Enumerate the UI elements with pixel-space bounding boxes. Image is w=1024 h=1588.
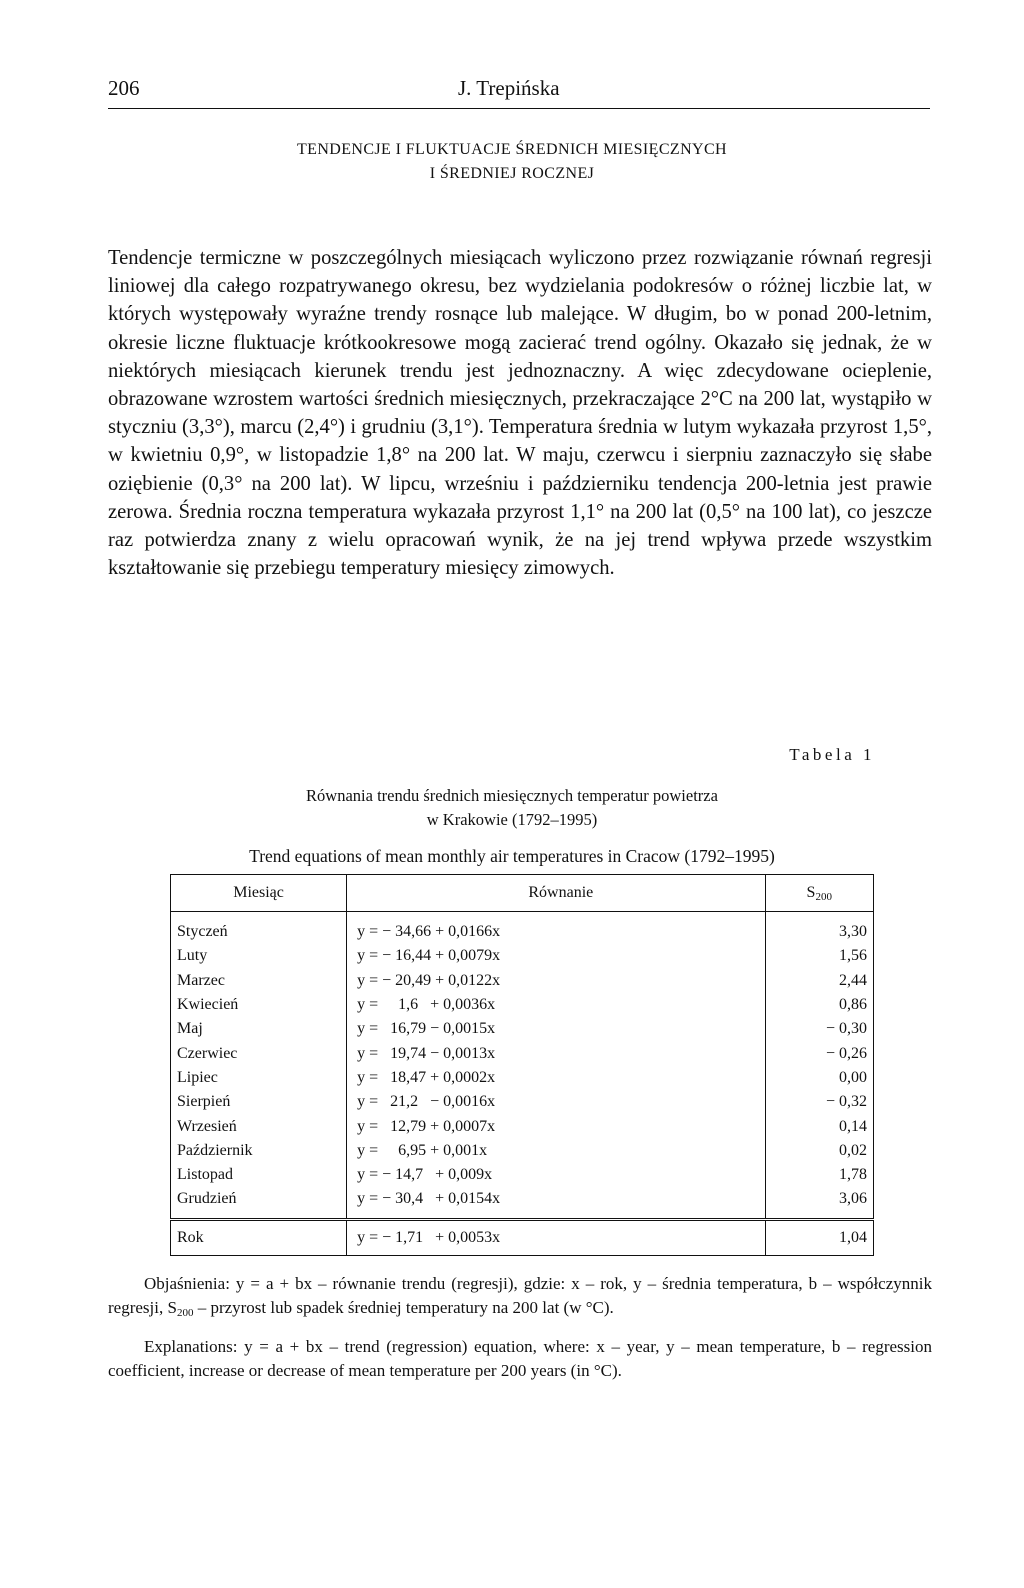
section-title-line-2: I ŚREDNIEJ ROCZNEJ <box>429 165 595 182</box>
running-head-author: J. Trepińska <box>458 76 560 100</box>
cell-s200: 0,02 <box>765 1139 873 1163</box>
table-row <box>171 993 874 1017</box>
cell-month: Lipiec <box>171 1066 347 1090</box>
notes-english: Explanations: y = a + bx – trend (regression) equation, where: x – year, y – mean temperature, b – regression coefficient, increase or decrease of mean temperature per 200 years (in °C). <box>108 1337 932 1380</box>
table-caption-pl-line-1: Równania trendu średnich miesięcznych temperatur powietrza <box>306 786 718 805</box>
cell-equation: y = − 14,7 + 0,009x <box>347 1163 765 1187</box>
cell-month: Sierpień <box>171 1090 347 1114</box>
section-title-line-1: TENDENCJE I FLUKTUACJE ŚREDNICH MIESIĘCZNYCH <box>296 141 728 158</box>
table-row <box>171 1017 874 1041</box>
cell-s200: − 0,32 <box>765 1090 873 1114</box>
cell-equation: y = 1,6 + 0,0036x <box>347 993 765 1017</box>
cell-equation: y = 12,79 + 0,0007x <box>347 1114 765 1138</box>
table-row <box>171 1139 874 1163</box>
cell-equation: y = 16,79 − 0,0015x <box>347 1017 765 1041</box>
cell-s200: 3,30 <box>765 912 873 945</box>
cell-equation: y = 19,74 − 0,0013x <box>347 1041 765 1065</box>
notes-pl-text-end: – przyrost lub spadek średniej temperatury na 200 lat (w °C). <box>193 1298 614 1317</box>
cell-s200: 1,78 <box>765 1163 873 1187</box>
header-s-subscript: 200 <box>815 890 832 903</box>
body-paragraph: Tendencje termiczne w poszczególnych miesiącach wyliczono przez rozwiązanie równań regresji liniowej dla całego rozpatrywanego okresu, bez wydzielania podokresów o różnej liczbie lat, w których występowały wyraźne trendy rosnące lub malejące. W długim, bo w ponad 200-letnim, okresie liczne fluktuacje krótkookresowe mogą zacierać trend ogólny. Okazało się jednak, że w niektórych miesiącach kierunek trendu jest jednoznaczny. A więc zdecydowane ocieplenie, obrazowane wzrostem wartości średnich miesięcznych, przekraczające 2°C na 200 lat, wystąpiło w styczniu (3,3°), marcu (2,4°) i grudniu (3,1°). Temperatura średnia w lutym wykazała przyrost 1,5°, w kwietniu 0,9°, w listopadzie 1,8° na 200 lat. W maju, czerwcu i sierpniu zaznaczyło się słabe oziębienie (0,3° na 200 lat). W lipcu, wrześniu i październiku tendencja 200-letnia jest prawie zerowa. Średnia roczna temperatura wykazała przyrost 1,1° na 200 lat (0,5° na 100 lat), co jeszcze raz potwierdza znany z wielu opracowań wynik, że na jej trend wpływa przede wszystkim kształtowanie się przebiegu temperatury miesięcy zimowych. <box>108 247 932 580</box>
table-notes <box>108 1272 932 1383</box>
cell-s200: 1,04 <box>765 1219 873 1255</box>
cell-equation: y = − 34,66 + 0,0166x <box>347 912 765 945</box>
notes-pl-subscript: 200 <box>176 1307 194 1319</box>
cell-month: Grudzień <box>171 1187 347 1219</box>
cell-s200: 0,14 <box>765 1114 873 1138</box>
table-row <box>171 1041 874 1065</box>
table-header-row <box>171 875 874 912</box>
header-s200 <box>765 875 873 912</box>
cell-month: Kwiecień <box>171 993 347 1017</box>
cell-month: Czerwiec <box>171 1041 347 1065</box>
cell-equation: y = − 1,71 + 0,0053x <box>347 1219 765 1255</box>
table-label: Tabela 1 <box>789 745 875 764</box>
cell-month: Styczeń <box>171 912 347 945</box>
page-header <box>108 74 930 109</box>
cell-equation: y = − 20,49 + 0,0122x <box>347 969 765 993</box>
table-caption-pl <box>150 784 874 832</box>
cell-s200: 1,56 <box>765 944 873 968</box>
notes-pl-text: Objaśnienia: y = a + bx – równanie trendu (regresji), gdzie: x – rok, y – średnia temperatura, b – współczynnik regresji, S <box>108 1274 932 1317</box>
cell-month: Marzec <box>171 969 347 993</box>
cell-equation: y = − 16,44 + 0,0079x <box>347 944 765 968</box>
cell-month: Rok <box>171 1219 347 1255</box>
cell-equation: y = − 30,4 + 0,0154x <box>347 1187 765 1219</box>
table-row <box>171 1187 874 1219</box>
cell-s200: 2,44 <box>765 969 873 993</box>
table-caption-en: Trend equations of mean monthly air temperatures in Cracow (1792–1995) <box>249 846 775 866</box>
cell-month: Maj <box>171 1017 347 1041</box>
cell-month: Listopad <box>171 1163 347 1187</box>
table-row <box>171 944 874 968</box>
table-row-year <box>171 1219 874 1255</box>
cell-equation: y = 6,95 + 0,001x <box>347 1139 765 1163</box>
table-caption-pl-line-2: w Krakowie (1792–1995) <box>426 810 598 829</box>
table-row <box>171 1066 874 1090</box>
cell-s200: − 0,26 <box>765 1041 873 1065</box>
cell-s200: − 0,30 <box>765 1017 873 1041</box>
cell-s200: 0,00 <box>765 1066 873 1090</box>
table-row <box>171 1114 874 1138</box>
table-row <box>171 1090 874 1114</box>
section-title <box>0 138 1024 186</box>
page-number: 206 <box>108 76 140 100</box>
cell-month: Październik <box>171 1139 347 1163</box>
cell-s200: 0,86 <box>765 993 873 1017</box>
cell-equation: y = 18,47 + 0,0002x <box>347 1066 765 1090</box>
table-row <box>171 912 874 945</box>
header-equation: Równanie <box>347 875 765 912</box>
cell-month: Luty <box>171 944 347 968</box>
header-s-symbol: S <box>806 883 816 901</box>
trend-equations-table <box>170 874 874 1256</box>
notes-polish <box>108 1272 932 1325</box>
table-row <box>171 969 874 993</box>
table-row <box>171 1163 874 1187</box>
cell-month: Wrzesień <box>171 1114 347 1138</box>
header-month: Miesiąc <box>171 875 347 912</box>
cell-s200: 3,06 <box>765 1187 873 1219</box>
cell-equation: y = 21,2 − 0,0016x <box>347 1090 765 1114</box>
